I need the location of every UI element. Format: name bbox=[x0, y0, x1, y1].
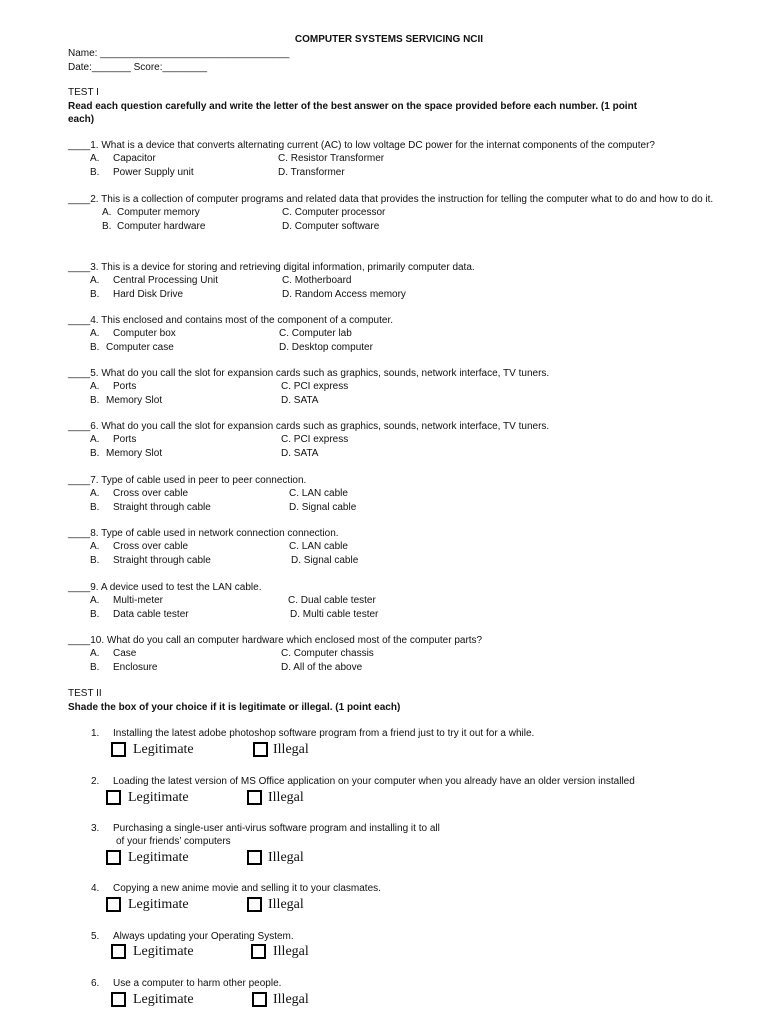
question-5 bbox=[68, 367, 758, 407]
question-stem: ____3. This is a device for storing and retrieving digital information, primarily computer data. bbox=[68, 262, 475, 273]
choice-a-text: Computer memory bbox=[117, 207, 200, 219]
choices-row-2 bbox=[68, 608, 758, 621]
choice-b-letter: B. bbox=[90, 608, 100, 620]
illegal-checkbox[interactable] bbox=[252, 992, 267, 1007]
choice-a-letter: A. bbox=[90, 488, 100, 500]
legitimate-label: Legitimate bbox=[133, 992, 194, 1007]
question-stem: ____1. What is a device that converts alternating current (AC) to low voltage DC power for the internat components of the computer? bbox=[68, 140, 655, 151]
illegal-checkbox[interactable] bbox=[251, 944, 266, 959]
choices-row-1 bbox=[68, 274, 758, 287]
choice-b-text: Memory Slot bbox=[106, 447, 163, 459]
choice-b-text: Computer hardware bbox=[117, 220, 206, 232]
illegal-label: Illegal bbox=[268, 897, 304, 912]
question-10 bbox=[68, 634, 758, 674]
question-6 bbox=[68, 420, 758, 460]
choice-a-text: Ports bbox=[113, 381, 137, 393]
choice-c: C. Computer chassis bbox=[281, 648, 374, 660]
choices-row-1 bbox=[68, 152, 758, 165]
question-stem: ____8. Type of cable used in network connection connection. bbox=[68, 528, 339, 539]
choices-row-2 bbox=[68, 166, 758, 179]
choice-b-text: Data cable tester bbox=[113, 608, 189, 620]
choice-a-text: Multi-meter bbox=[113, 595, 164, 607]
choice-b-letter: B. bbox=[90, 554, 100, 566]
question-8 bbox=[68, 527, 758, 567]
legitimate-label: Legitimate bbox=[128, 790, 189, 805]
choice-b-text: Memory Slot bbox=[106, 394, 163, 406]
choices-row-2 bbox=[68, 341, 758, 354]
choice-a-text: Capacitor bbox=[113, 153, 156, 165]
choice-a-letter: A. bbox=[90, 275, 100, 287]
choices-row-2 bbox=[68, 554, 758, 567]
question-7 bbox=[68, 474, 758, 514]
choice-d: D. SATA bbox=[281, 394, 319, 406]
choice-a-letter: A. bbox=[102, 207, 112, 219]
question-stem: ____9. A device used to test the LAN cable. bbox=[68, 582, 262, 593]
choice-c: C. LAN cable bbox=[289, 488, 348, 500]
choice-c: C. Computer lab bbox=[279, 328, 352, 340]
choice-b-text: Straight through cable bbox=[113, 554, 211, 566]
item-number: 1. bbox=[91, 728, 100, 739]
choice-d: D. Transformer bbox=[278, 166, 345, 178]
question-stem: ____6. What do you call the slot for expansion cards such as graphics, sounds, network interface, TV tuners. bbox=[68, 421, 550, 432]
choice-a-text: Computer box bbox=[113, 328, 176, 340]
test2-heading: TEST II bbox=[68, 688, 102, 699]
illegal-label: Illegal bbox=[273, 992, 309, 1007]
choice-b-letter: B. bbox=[102, 220, 112, 232]
choices-row-2 bbox=[68, 288, 758, 301]
question-stem: ____10. What do you call an computer hardware which enclosed most of the computer parts? bbox=[68, 635, 483, 646]
question-3 bbox=[68, 261, 758, 301]
item-text: Use a computer to harm other people. bbox=[113, 978, 282, 989]
choices-row-1 bbox=[68, 540, 758, 553]
date-score-line: Date:_______ Score:________ bbox=[68, 62, 208, 73]
item-text: Installing the latest adobe photoshop software program from a friend just to try it out for a while. bbox=[113, 728, 535, 739]
choices-row-1 bbox=[68, 487, 758, 500]
legitimate-label: Legitimate bbox=[133, 742, 194, 757]
item-text-cont: of your friends’ computers bbox=[116, 836, 231, 847]
item-number: 4. bbox=[91, 883, 100, 894]
choice-d: D. Random Access memory bbox=[282, 288, 406, 300]
choice-b-text: Hard Disk Drive bbox=[113, 288, 184, 300]
choice-b-letter: B. bbox=[90, 447, 100, 459]
item-number: 3. bbox=[91, 823, 100, 834]
name-line: Name: __________________________________ bbox=[68, 48, 290, 59]
choices-row-1 bbox=[68, 433, 758, 446]
choice-c: C. LAN cable bbox=[289, 541, 348, 553]
choice-b-text: Straight through cable bbox=[113, 501, 211, 513]
choice-d: D. All of the above bbox=[281, 661, 363, 673]
choice-b-letter: B. bbox=[90, 501, 100, 513]
legitimate-checkbox[interactable] bbox=[106, 850, 121, 865]
legitimate-checkbox[interactable] bbox=[111, 742, 126, 757]
choice-a-text: Central Processing Unit bbox=[113, 275, 219, 287]
legitimate-checkbox[interactable] bbox=[106, 897, 121, 912]
choice-a-letter: A. bbox=[90, 541, 100, 553]
choice-d: D. Desktop computer bbox=[279, 341, 373, 353]
choice-b-letter: B. bbox=[90, 341, 100, 353]
choice-c: C. PCI express bbox=[281, 381, 349, 393]
choice-a-letter: A. bbox=[90, 153, 100, 165]
choice-c: C. Dual cable tester bbox=[288, 595, 376, 607]
choice-d: D. Signal cable bbox=[289, 501, 357, 513]
choice-d: D. Computer software bbox=[282, 220, 380, 232]
question-9 bbox=[68, 581, 758, 621]
illegal-checkbox[interactable] bbox=[253, 742, 268, 757]
choice-a-text: Case bbox=[113, 648, 137, 660]
choices-row-2 bbox=[68, 394, 758, 407]
choice-b-text: Enclosure bbox=[113, 661, 158, 673]
choice-d: D. Multi cable tester bbox=[290, 608, 379, 620]
question-stem: ____5. What do you call the slot for expansion cards such as graphics, sounds, network interface, TV tuners. bbox=[68, 368, 550, 379]
choice-b-text: Computer case bbox=[106, 341, 174, 353]
choice-b-letter: B. bbox=[90, 394, 100, 406]
choice-d: D. SATA bbox=[281, 447, 319, 459]
legitimate-checkbox[interactable] bbox=[111, 944, 126, 959]
choice-a-text: Ports bbox=[113, 434, 137, 446]
illegal-label: Illegal bbox=[268, 790, 304, 805]
question-1 bbox=[68, 139, 758, 179]
choices-row-1 bbox=[68, 206, 758, 219]
choices-row-2 bbox=[68, 661, 758, 674]
illegal-checkbox[interactable] bbox=[247, 790, 262, 805]
test2-instructions: Shade the box of your choice if it is legitimate or illegal. (1 point each) bbox=[68, 702, 401, 713]
item-text: Purchasing a single-user anti-virus software program and installing it to all bbox=[113, 823, 440, 834]
choice-b-letter: B. bbox=[90, 166, 100, 178]
choice-b-letter: B. bbox=[90, 288, 100, 300]
choices-row-2 bbox=[68, 447, 758, 460]
choice-a-letter: A. bbox=[90, 595, 100, 607]
choice-c: C. PCI express bbox=[281, 434, 349, 446]
choice-b-text: Power Supply unit bbox=[113, 166, 194, 178]
choices-row-2 bbox=[68, 501, 758, 514]
test1-instructions-cont: each) bbox=[68, 114, 95, 125]
choice-a-letter: A. bbox=[90, 434, 100, 446]
item-text: Always updating your Operating System. bbox=[113, 931, 294, 942]
question-stem: ____7. Type of cable used in peer to peer connection. bbox=[68, 475, 307, 486]
legitimate-checkbox[interactable] bbox=[111, 992, 126, 1007]
choice-b-letter: B. bbox=[90, 661, 100, 673]
illegal-checkbox[interactable] bbox=[247, 897, 262, 912]
choice-c: C. Motherboard bbox=[282, 275, 352, 287]
item-number: 5. bbox=[91, 931, 100, 942]
choices-row-1 bbox=[68, 327, 758, 340]
choice-a-letter: A. bbox=[90, 328, 100, 340]
item-text: Loading the latest version of MS Office application on your computer when you already have an older version installed bbox=[113, 776, 635, 787]
legitimate-checkbox[interactable] bbox=[106, 790, 121, 805]
question-2 bbox=[68, 193, 758, 233]
choices-row-1 bbox=[68, 594, 758, 607]
item-number: 6. bbox=[91, 978, 100, 989]
choice-c: C. Computer processor bbox=[282, 207, 386, 219]
choice-a-letter: A. bbox=[90, 648, 100, 660]
choice-a-letter: A. bbox=[90, 381, 100, 393]
item-number: 2. bbox=[91, 776, 100, 787]
choice-a-text: Cross over cable bbox=[113, 541, 189, 553]
choice-d: D. Signal cable bbox=[291, 554, 359, 566]
illegal-label: Illegal bbox=[268, 850, 304, 865]
legitimate-label: Legitimate bbox=[133, 944, 194, 959]
illegal-label: Illegal bbox=[273, 742, 309, 757]
test1-instructions: Read each question carefully and write the letter of the best answer on the space provided before each number. (1 point bbox=[68, 101, 638, 112]
choice-a-text: Cross over cable bbox=[113, 488, 189, 500]
choice-c: C. Resistor Transformer bbox=[278, 153, 385, 165]
illegal-label: Illegal bbox=[273, 944, 309, 959]
legitimate-label: Legitimate bbox=[128, 897, 189, 912]
question-4 bbox=[68, 314, 758, 354]
exam-title: COMPUTER SYSTEMS SERVICING NCII bbox=[294, 34, 484, 45]
legitimate-label: Legitimate bbox=[128, 850, 189, 865]
question-stem: ____2. This is a collection of computer programs and related data that provides the instruction for telling the computer what to do and how to do it. bbox=[68, 194, 714, 205]
choices-row-1 bbox=[68, 380, 758, 393]
item-text: Copying a new anime movie and selling it to your clasmates. bbox=[113, 883, 381, 894]
choices-row-2 bbox=[68, 220, 758, 233]
question-stem: ____4. This enclosed and contains most of the component of a computer. bbox=[68, 315, 394, 326]
test1-heading: TEST I bbox=[68, 87, 99, 98]
illegal-checkbox[interactable] bbox=[247, 850, 262, 865]
choices-row-1 bbox=[68, 647, 758, 660]
